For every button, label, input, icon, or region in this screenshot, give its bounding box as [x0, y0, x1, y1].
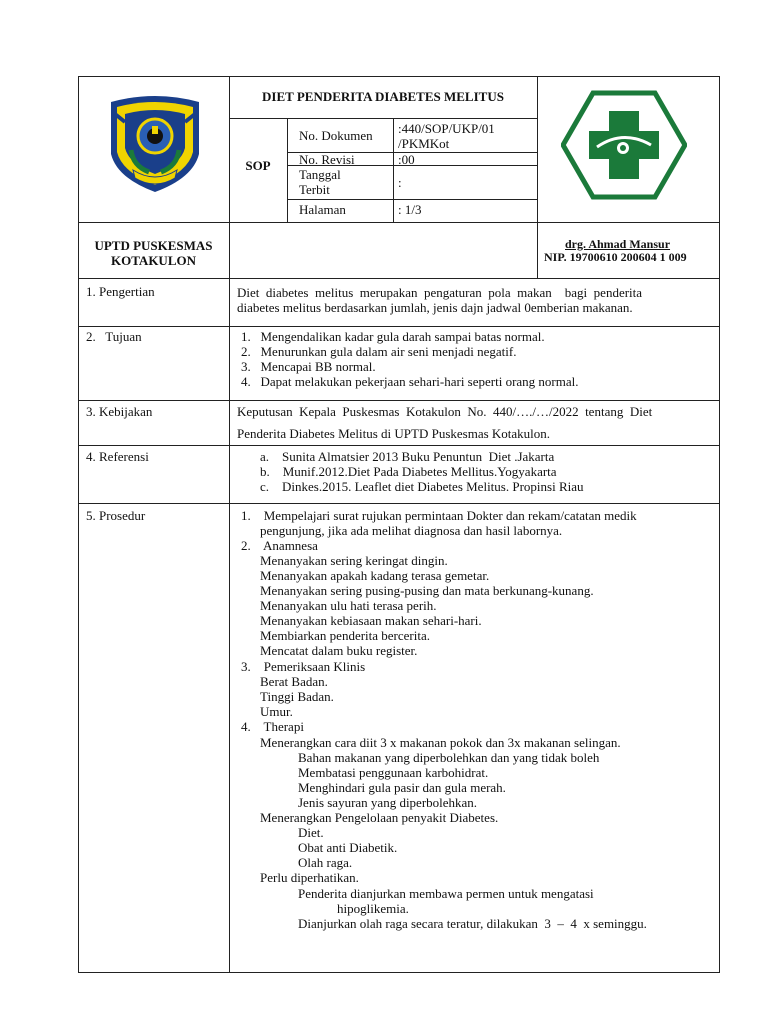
tujuan-item: 4. Dapat melakukan pekerjaan sehari-hari seperti orang normal.	[241, 374, 579, 389]
section-label-referensi: 4. Referensi	[86, 449, 149, 464]
prosedur-line: Diet.	[298, 825, 324, 840]
border-col1	[229, 76, 230, 973]
border-meta-label-col	[287, 118, 288, 223]
referensi-item: a. Sunita Almatsier 2013 Buku Penuntun Diet .Jakarta	[260, 449, 555, 464]
meta-value-no-dokumen: :440/SOP/UKP/01 /PKMKot	[398, 121, 495, 151]
border-top	[78, 76, 720, 77]
tujuan-item: 3. Mencapai BB normal.	[241, 359, 376, 374]
prosedur-line: Menerangkan Pengelolaan penyakit Diabetes.	[260, 810, 499, 825]
prosedur-line: Berat Badan.	[260, 674, 328, 689]
pengertian-line-1: Diet diabetes melitus merupakan pengaturan pola makan bagi penderita	[237, 285, 643, 300]
prosedur-line: Umur.	[260, 704, 293, 719]
prosedur-line: Dianjurkan olah raga secara teratur, dilakukan 3 – 4 x seminggu.	[298, 916, 647, 931]
prosedur-line: Menanyakan sering keringat dingin.	[260, 553, 448, 568]
prosedur-line: Mencatat dalam buku register.	[260, 643, 418, 658]
border-tujuan-bottom	[78, 400, 720, 401]
border-pengertian-bottom	[78, 326, 720, 327]
border-kebijakan-bottom	[78, 445, 720, 446]
prosedur-line: pengunjung, jika ada melihat diagnosa dan hasil labornya.	[260, 523, 563, 538]
prosedur-line: Membatasi penggunaan karbohidrat.	[298, 765, 489, 780]
prosedur-line: Obat anti Diabetik.	[298, 840, 398, 855]
prosedur-line: Menerangkan cara diit 3 x makanan pokok dan 3x makanan selingan.	[260, 735, 621, 750]
document-title: DIET PENDERITA DIABETES MELITUS	[262, 89, 504, 104]
prosedur-line: Menanyakan kebiasaan makan sehari-hari.	[260, 613, 482, 628]
meta-label-no-dokumen: No. Dokumen	[299, 128, 373, 143]
prosedur-line: 3. Pemeriksaan Klinis	[241, 659, 366, 674]
prosedur-line: Membiarkan penderita bercerita.	[260, 628, 430, 643]
prosedur-line: Menanyakan ulu hati terasa perih.	[260, 598, 437, 613]
meta-value-halaman: : 1/3	[398, 202, 422, 217]
kebijakan-line-1: Keputusan Kepala Puskesmas Kotakulon No. 440/…./…/2022 tentang Diet	[237, 404, 653, 419]
border-left	[78, 76, 79, 973]
prosedur-line: Menghindari gula pasir dan gula merah.	[298, 780, 506, 795]
border-header-bottom	[78, 222, 720, 223]
meta-value-no-revisi: :00	[398, 152, 415, 167]
prosedur-line: 4. Therapi	[241, 719, 304, 734]
signer-name: drg. Ahmad Mansur	[565, 237, 671, 251]
section-label-kebijakan: 3. Kebijakan	[86, 404, 153, 419]
prosedur-line: 2. Anamnesa	[241, 538, 318, 553]
border-logo-col	[537, 76, 538, 279]
meta-value-tanggal-terbit: :	[398, 175, 402, 190]
meta-label-tanggal-terbit: Tanggal Terbit	[299, 167, 341, 197]
border-right	[719, 76, 720, 973]
prosedur-line: Tinggi Badan.	[260, 689, 334, 704]
org-name: UPTD PUSKESMAS KOTAKULON	[94, 238, 213, 268]
prosedur-line: 1. Mempelajari surat rujukan permintaan Dokter dan rekam/catatan medik	[241, 508, 637, 523]
tujuan-item: 2. Menurunkan gula dalam air seni menjadi negatif.	[241, 344, 517, 359]
border-referensi-bottom	[78, 503, 720, 504]
regional-emblem-logo	[103, 92, 207, 194]
meta-label-no-revisi: No. Revisi	[299, 152, 355, 167]
referensi-item: b. Munif.2012.Diet Pada Diabetes Mellitus.Yogyakarta	[260, 464, 557, 479]
border-org-bottom	[78, 278, 720, 279]
border-meta-value-col	[393, 118, 394, 223]
prosedur-line: Perlu diperhatikan.	[260, 870, 359, 885]
kebijakan-line-2: Penderita Diabetes Melitus di UPTD Puskesmas Kotakulon.	[237, 426, 551, 441]
pengertian-line-2: diabetes melitus berdasarkan jumlah, jenis dajn jadwal 0emberian makanan.	[237, 300, 633, 315]
prosedur-line: Menanyakan sering pusing-pusing dan mata berkunang-kunang.	[260, 583, 594, 598]
meta-label-halaman: Halaman	[299, 202, 346, 217]
prosedur-line: hipoglikemia.	[337, 901, 409, 916]
tujuan-item: 1. Mengendalikan kadar gula darah sampai batas normal.	[241, 329, 545, 344]
signer-nip: NIP. 19700610 200604 1 009	[544, 250, 687, 264]
prosedur-line: Olah raga.	[298, 855, 353, 870]
referensi-item: c. Dinkes.2015. Leaflet diet Diabetes Melitus. Propinsi Riau	[260, 479, 584, 494]
section-label-pengertian: 1. Pengertian	[86, 284, 155, 299]
section-label-prosedur: 5. Prosedur	[86, 508, 146, 523]
prosedur-line: Menanyakan apakah kadang terasa gemetar.	[260, 568, 490, 583]
border-bottom	[78, 972, 720, 973]
border-meta-row3	[287, 199, 537, 200]
border-title-sep	[229, 118, 537, 119]
prosedur-line: Jenis sayuran yang diperbolehkan.	[298, 795, 478, 810]
section-label-tujuan: 2. Tujuan	[86, 329, 142, 344]
puskesmas-logo	[561, 89, 687, 201]
prosedur-line: Bahan makanan yang diperbolehkan dan yang tidak boleh	[298, 750, 600, 765]
prosedur-line: Penderita dianjurkan membawa permen untuk mengatasi	[298, 886, 594, 901]
sop-label: SOP	[245, 158, 271, 173]
